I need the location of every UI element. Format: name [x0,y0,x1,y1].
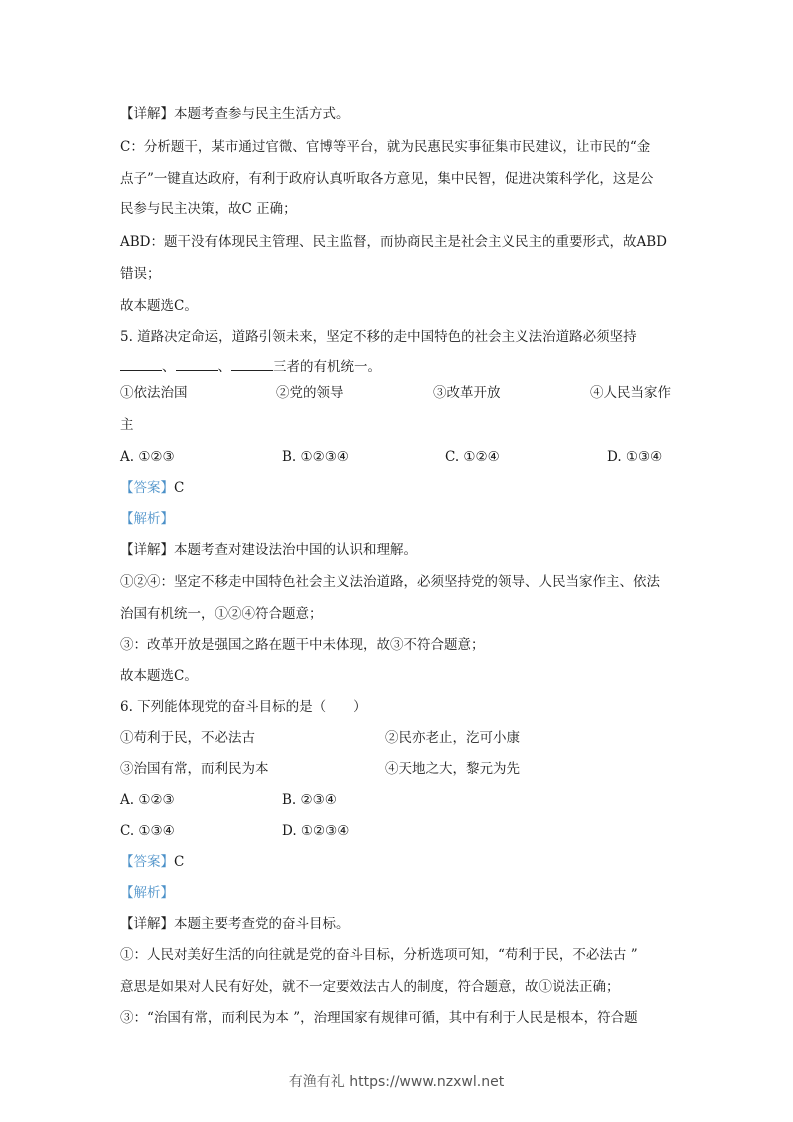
detail-label: 【详解】 [120,106,174,122]
q5-stem-tail: 三者的有机统一。 [273,359,381,375]
analysis-line: C：分析题干，某市通过官微、官博等平台，就为民惠民实事征集市民建议，让市民的“金 [120,139,651,155]
analysis-line: ③：“治国有常，而利民为本 ”，治理国家有规律可循，其中有利于人民是根本，符合题 [120,1010,638,1026]
q5-item-3: ③改革开放 [433,385,501,401]
q5-option-c: C. ①②④ [445,449,500,465]
analysis-line: 故本题选C。 [120,668,198,684]
q6-option-b: B. ②③④ [282,792,337,808]
q5-item-1: ①依法治国 [120,385,188,401]
q6-stem: 6. 下列能体现党的奋斗目标的是（ ） [120,699,367,715]
analysis-line: 点子”一键直达政府，有利于政府认真听取各方意见，集中民智，促进决策科学化，这是公 [120,171,654,187]
detail-text: 本题考查对建设法治中国的认识和理解。 [174,542,417,558]
q6-item-1: ①苟利于民，不必法古 [120,730,255,746]
analysis-line: ①②④：坚定不移走中国特色社会主义法治道路，必须坚持党的领导、人民当家作主、依法 [120,574,660,590]
q5-stem-blanks: 、 、 三者的有机统一。 [120,358,381,376]
detail-text: 本题主要考查党的奋斗目标。 [174,916,350,932]
q6-item-4: ④天地之大，黎元为先 [385,761,520,777]
prev-detail [120,105,350,123]
q5-item-4: ④人民当家作 [590,385,671,401]
analysis-line: ③：改革开放是强国之路在题干中未体现，故③不符合题意； [120,637,485,653]
blank-3 [231,358,273,371]
answer-label: 【答案】 [120,854,174,870]
analysis-line: 故本题选C。 [120,298,198,314]
q5-option-b: B. ①②③④ [282,449,349,465]
q5-item-wrap: 主 [120,417,134,433]
q5-answer [120,479,184,497]
blank-1 [120,358,162,371]
answer-value: C [174,854,185,870]
q5-stem: 5. 道路决定命运，道路引领未来，坚定不移的走中国特色的社会主义法治道路必须坚持 [120,329,637,345]
q6-item-2: ②民亦老止，汔可小康 [385,730,520,746]
answer-label: 【答案】 [120,480,174,496]
analysis-line: 治国有机统一，①②④符合题意； [120,606,323,622]
analysis-line: 民参与民主决策，故C 正确； [120,201,297,217]
q6-item-3: ③治国有常，而利民为本 [120,761,269,777]
q6-option-d: D. ①②③④ [282,823,350,839]
q6-detail [120,915,350,933]
blank-2 [176,358,218,371]
answer-value: C [174,480,185,496]
q6-option-c: C. ①③④ [120,823,175,839]
q5-detail [120,541,417,559]
q6-answer [120,853,184,871]
q6-option-a: A. ①②③ [120,792,175,808]
analysis-line: ABD：题干没有体现民主管理、民主监督，而协商民主是社会主义民主的重要形式，故ABD [120,234,667,250]
q5-option-a: A. ①②③ [120,449,175,465]
q6-analysis-label: 【解析】 [120,885,174,901]
detail-label: 【详解】 [120,542,174,558]
detail-label: 【详解】 [120,916,174,932]
analysis-line: 意思是如果对人民有好处，就不一定要效法古人的制度，符合题意，故①说法正确； [120,979,620,995]
q5-option-d: D. ①③④ [607,449,663,465]
detail-text: 本题考查参与民主生活方式。 [174,106,350,122]
q5-analysis-label: 【解析】 [120,511,174,527]
analysis-line: 错误； [120,266,161,282]
analysis-line: ①：人民对美好生活的向往就是党的奋斗目标，分析选项可知，“苟利于民，不必法古 ” [120,947,638,963]
footer-watermark: 有渔有礼 https://www.nzxwl.net [288,1074,505,1090]
q5-item-2: ②党的领导 [276,385,344,401]
